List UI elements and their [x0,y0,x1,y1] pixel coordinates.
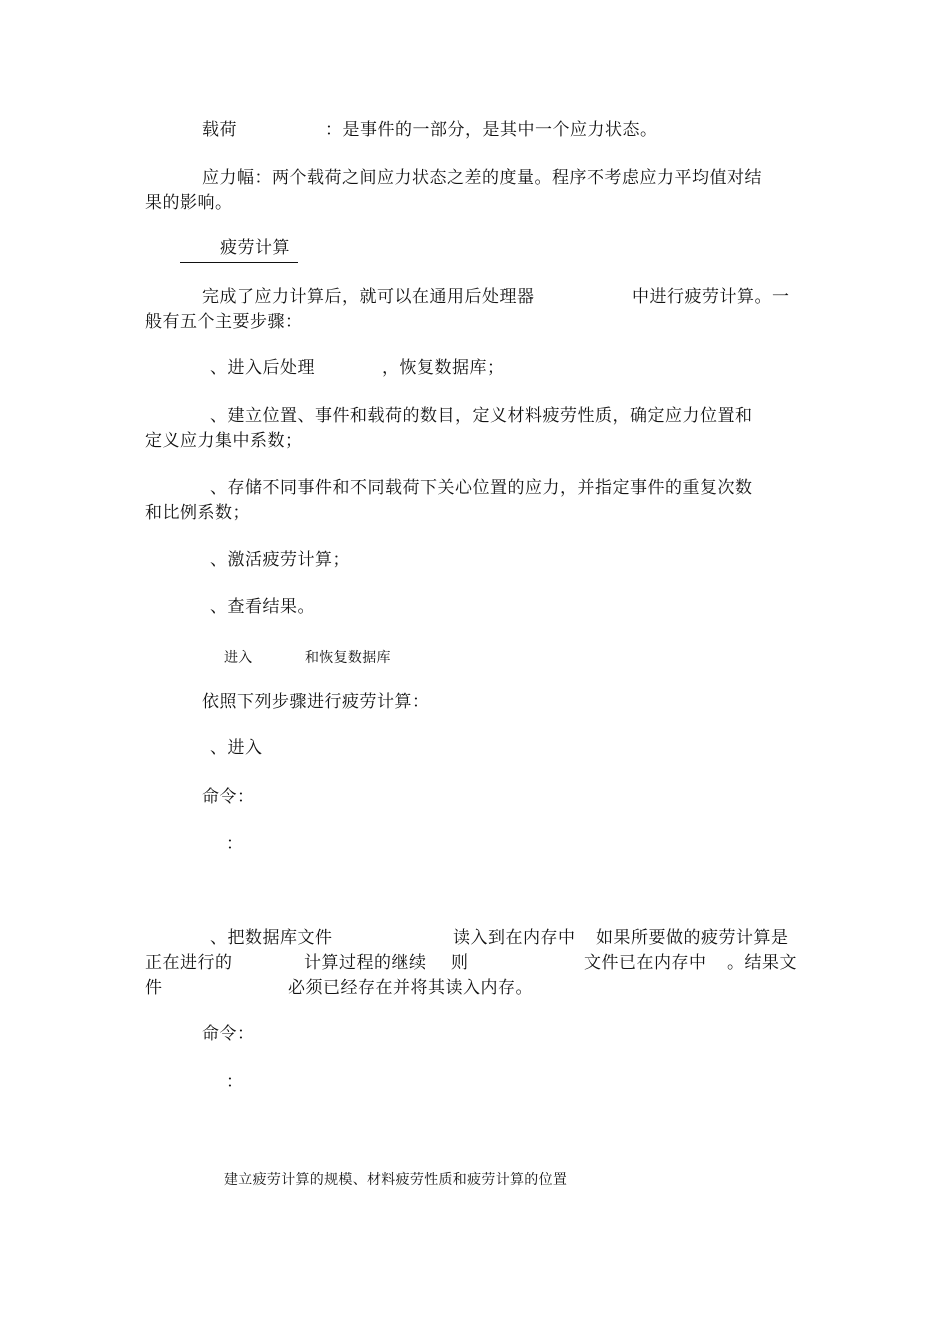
command-label-1: 命令： [202,787,255,807]
subheading-1-part-b: 和恢复数据库 [305,650,391,666]
intro-part-b: 中进行疲劳计算。一 [632,287,790,307]
step-2-line-2: 定义应力集中系数； [145,431,303,451]
intro-part-a: 完成了应力计算后，就可以在通用后处理器 [202,287,535,307]
subheading-1-part-a: 进入 [224,650,253,666]
stress-amplitude-line-1: 应力幅：两个载荷之间应力状态之差的度量。程序不考虑应力平均值对结 [202,168,762,188]
step-5: 、查看结果。 [210,597,315,617]
load-definition: ：是事件的一部分，是其中一个应力状态。 [325,120,658,140]
db-line-2-part-a: 正在进行的 [145,953,233,973]
db-line-2-part-e: 。结果文 [727,953,797,973]
db-line-3-part-a: 件 [145,978,163,998]
follow-steps: 依照下列步骤进行疲劳计算： [202,692,430,712]
db-line-2-part-b: 计算过程的继续 [304,953,427,973]
step-1-part-b: ，恢复数据库； [382,358,505,378]
colon-1: ： [226,834,244,854]
db-line-2-part-d: 文件已在内存中 [584,953,707,973]
section-heading-text: 疲劳计算 [220,238,290,258]
load-term: 载荷 [202,120,237,140]
step-2-line-1: 、建立位置、事件和载荷的数目，定义材料疲劳性质，确定应力位置和 [210,406,753,426]
db-line-1-part-b: 读入到在内存中 [453,928,576,948]
step-4: 、激活疲劳计算； [210,550,350,570]
db-line-1-part-c: 如果所要做的疲劳计算是 [596,928,789,948]
step-3-line-1: 、存储不同事件和不同载荷下关心位置的应力，并指定事件的重复次数 [210,478,753,498]
step-1-part-a: 、进入后处理 [210,358,315,378]
stress-amplitude-line-2: 果的影响。 [145,193,233,213]
section-heading [180,236,298,263]
db-line-3-part-b: 必须已经存在并将其读入内存。 [288,978,533,998]
enter-step: 、进入 [210,738,263,758]
colon-2: ： [226,1072,244,1092]
db-line-2-part-c: 则 [451,953,469,973]
step-3-line-2: 和比例系数； [145,503,250,523]
subheading-2: 建立疲劳计算的规模、材料疲劳性质和疲劳计算的位置 [224,1172,568,1188]
intro-line-2: 般有五个主要步骤： [145,312,303,332]
db-line-1-part-a: 、把数据库文件 [210,928,333,948]
command-label-2: 命令： [202,1024,255,1044]
